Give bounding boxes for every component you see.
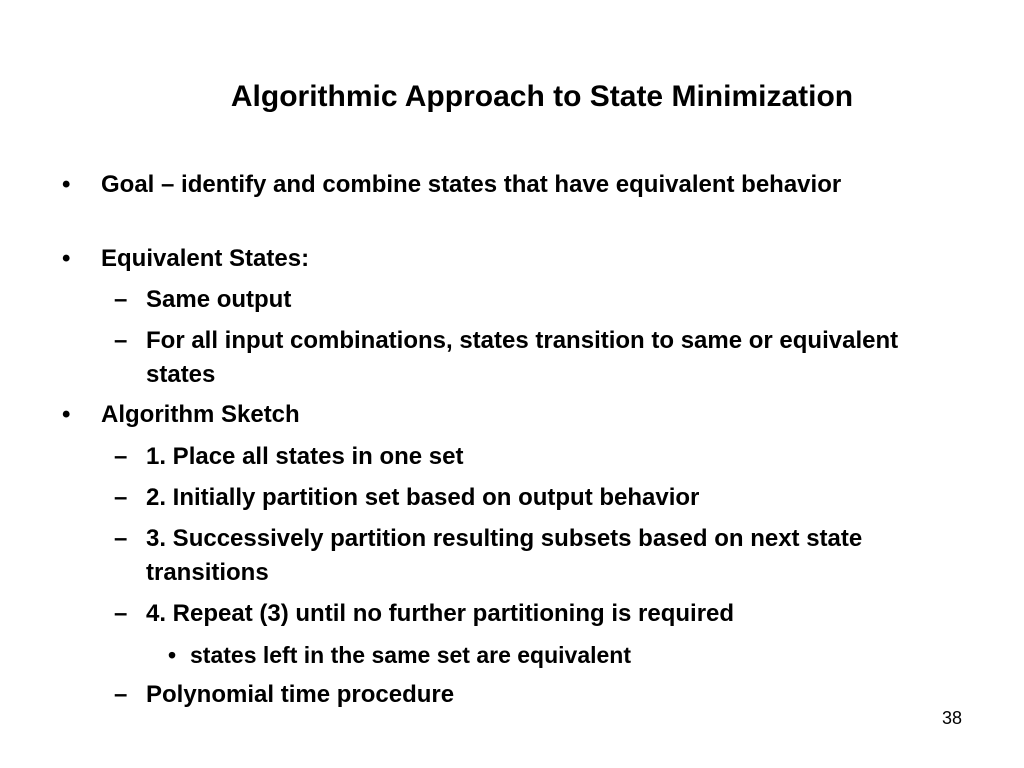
dash-marker: – xyxy=(114,443,128,470)
bullet-equivalent-states: Equivalent States: xyxy=(101,245,310,272)
slide-title: Algorithmic Approach to State Minimization xyxy=(230,80,854,113)
slide-number: 38 xyxy=(941,708,962,728)
dash-marker: – xyxy=(114,286,128,313)
sub-item-step-4: 4. Repeat (3) until no further partitioning is required xyxy=(146,600,735,627)
sub-item-input-combinations: For all input combinations, states transition to same or equivalent states xyxy=(146,327,899,388)
sub-item-step-3: 3. Successively partition resulting subsets based on next state transitions xyxy=(146,525,863,586)
dash-marker: – xyxy=(114,600,128,627)
bullet-marker: • xyxy=(168,642,177,668)
sub-sub-item-equivalent: states left in the same set are equivalent xyxy=(190,642,632,668)
dash-marker: – xyxy=(114,681,128,708)
dash-marker: – xyxy=(114,525,128,552)
bullet-marker: • xyxy=(62,171,71,198)
dash-marker: – xyxy=(114,484,128,511)
bullet-algorithm-sketch: Algorithm Sketch xyxy=(101,401,300,428)
sub-item-polynomial-time: Polynomial time procedure xyxy=(146,681,455,708)
sub-item-same-output: Same output xyxy=(146,286,292,313)
bullet-goal: Goal – identify and combine states that have equivalent behavior xyxy=(101,171,842,198)
sub-item-step-1: 1. Place all states in one set xyxy=(146,443,464,470)
sub-item-step-2: 2. Initially partition set based on output behavior xyxy=(146,484,700,511)
bullet-marker: • xyxy=(62,401,71,428)
dash-marker: – xyxy=(114,327,128,354)
bullet-marker: • xyxy=(62,245,71,272)
